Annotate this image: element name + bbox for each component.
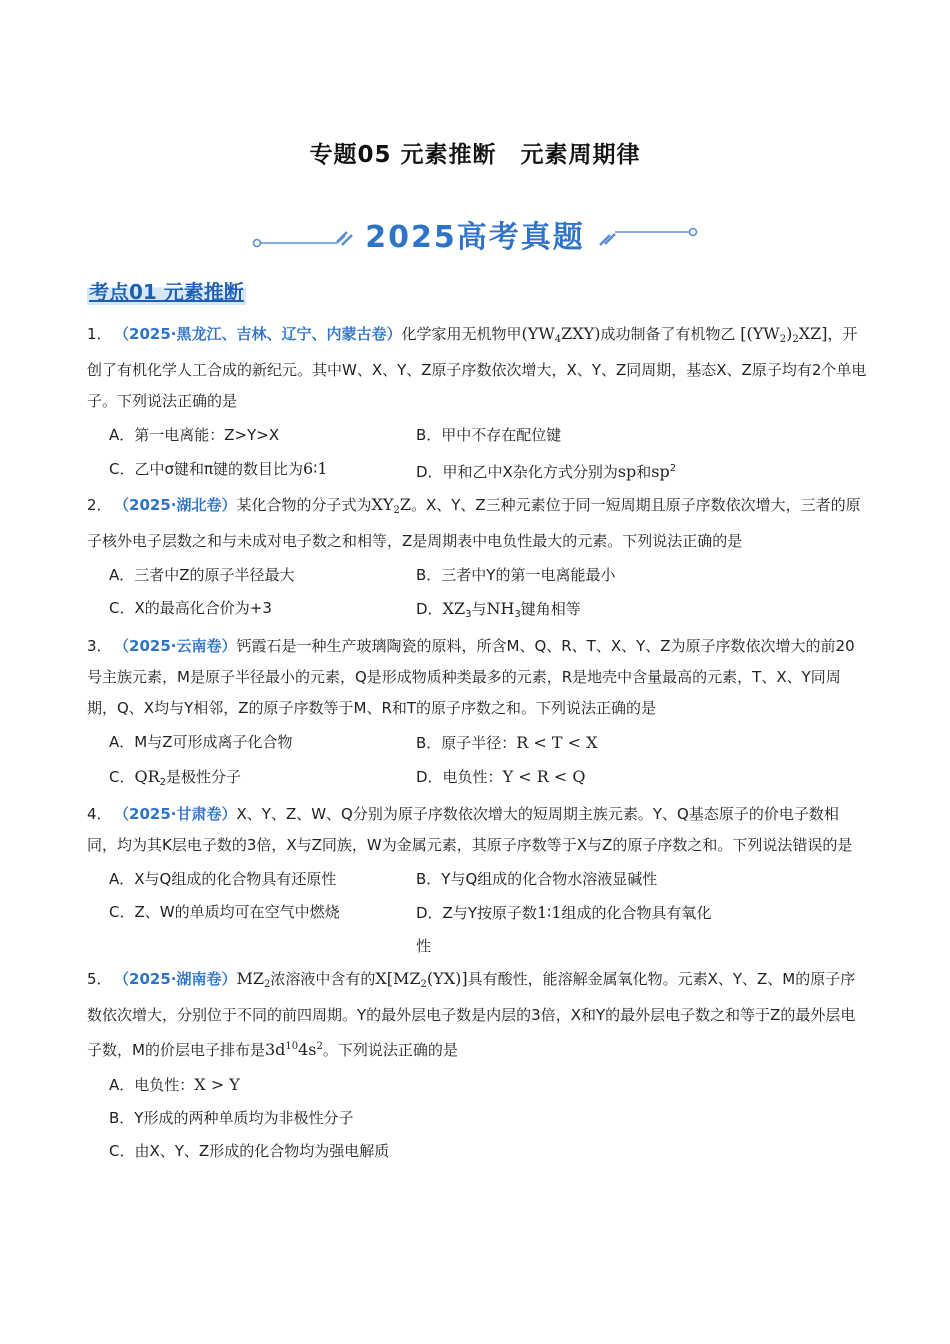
stem-text: 。X、Y、Z三种元素位于同一短周期且原子序数依次增大，三者的原子核外电子层数之和与未成对电子数之和相等，Z是周期表中电负性最大的元素。下列说法正确的是 — [87, 496, 861, 550]
options — [87, 1068, 867, 1168]
question-1 — [87, 318, 867, 489]
question-source: （2025·云南卷） — [121, 637, 237, 655]
option-d[interactable]: D．甲和乙中X杂化方式分别为sp和$sp^2$ — [416, 462, 677, 481]
formula: $MZ_2$ — [236, 969, 271, 990]
stem-text: X、Y、Z、W、Q分别为原子序数依次增大的短周期主族元素。Y、Q基态原子的价电子数相同，均为其K层电子数的3倍，X与Z同族，W为金属元素，其原子序数等于X与Z的原子序数之和。下列说法错误的是 — [87, 805, 853, 854]
stem-text: 钙霞石是一种生产玻璃陶瓷的原料，所含M、Q、R、T、X、Y、Z为原子序数依次增大的前20号主族元素，M是原子半径最小的元素，Q是形成物质种类最多的元素，R是地壳中含量最高的元素，T、X、Y同周期，Q、X均与Y相邻，Z的原子序数等于M、R和T的原子序数之和。下列说法正确的是 — [87, 637, 855, 717]
formula: $(YW_4ZXY)$ — [521, 324, 601, 345]
option-a[interactable]: A．X与Q组成的化合物具有还原性 — [109, 870, 337, 888]
option-c[interactable]: C．X的最高化合价为+3 — [109, 599, 272, 617]
stem-text: 化学家用无机物甲 — [401, 325, 522, 343]
question-number: 5． — [87, 970, 112, 988]
option-b[interactable]: B．三者中Y的第一电离能最小 — [416, 566, 616, 584]
stem-text: 浓溶液中含有的 — [270, 970, 376, 988]
stem-text: 具有酸性，能溶解金属氧化物。元素X、Y、Z、M的原子序数依次增大，分别位于不同的前四周期。Y的最外层电子数是内层的3倍，X和Y的最外层电子数之和等于Z的最外层电子数，M的价层电子排布是 — [87, 970, 856, 1059]
banner-title: 2025高考真题 — [365, 220, 585, 255]
question-number: 2． — [87, 496, 112, 514]
option-c[interactable]: C．乙中σ键和π键的数目比为6∶1 — [109, 459, 328, 478]
formula: $[(YW_2)_2XZ]$ — [740, 324, 828, 345]
question-3 — [87, 631, 867, 799]
question-4 — [87, 799, 867, 963]
options — [87, 726, 867, 799]
question-stem — [87, 489, 867, 557]
options — [87, 863, 867, 963]
option-b[interactable]: B．原子半径：R < T < X — [416, 733, 598, 752]
option-a[interactable]: A．M与Z可形成离子化合物 — [109, 733, 293, 751]
option-d[interactable]: D．电负性：Y < R < Q — [416, 767, 586, 786]
formula: $X[MZ_2(YX)]$ — [375, 969, 468, 990]
page-title: 专题05 元素推断 元素周期律 — [309, 142, 641, 168]
question-list — [87, 318, 867, 1168]
question-5 — [87, 963, 867, 1168]
option-a[interactable]: A．三者中Z的原子半径最大 — [109, 566, 295, 584]
question-number: 4． — [87, 805, 112, 823]
option-d[interactable]: D．Z与Y按原子数1∶1组成的化合物具有氧化性 — [416, 903, 712, 955]
option-c[interactable]: C．由X、Y、Z形成的化合物均为强电解质 — [109, 1142, 390, 1160]
formula: $3d^{10}4s^2$ — [264, 1040, 323, 1059]
banner — [245, 212, 705, 264]
question-source: （2025·湖南卷） — [121, 970, 237, 988]
section-title: 考点01 元素推断 — [87, 276, 246, 305]
option-c[interactable]: C．Z、W的单质均可在空气中燃烧 — [109, 903, 340, 921]
option-b[interactable]: B．甲中不存在配位键 — [416, 426, 562, 444]
formula: $XY_2Z$ — [371, 495, 411, 516]
question-number: 1． — [87, 325, 112, 343]
option-b[interactable]: B．Y与Q组成的化合物水溶液显碱性 — [416, 870, 658, 888]
option-c[interactable]: C．$QR_2$是极性分子 — [109, 767, 242, 788]
question-stem — [87, 799, 867, 861]
question-number: 3． — [87, 637, 112, 655]
question-source: （2025·湖北卷） — [121, 496, 237, 514]
question-2 — [87, 489, 867, 631]
options — [87, 419, 867, 489]
question-stem — [87, 963, 867, 1066]
question-stem — [87, 318, 867, 417]
stem-text: 某化合物的分子式为 — [236, 496, 372, 514]
question-source: （2025·甘肃卷） — [121, 805, 237, 823]
option-d[interactable]: D．$XZ_3$与$NH_3$键角相等 — [416, 599, 581, 620]
option-a[interactable]: A．第一电离能：Z>Y>X — [109, 426, 280, 444]
stem-text: ，开创了有机化学人工合成的新纪元。其中W、X、Y、Z原子序数依次增大，X、Y、Z同周期，基态X、Z原子均有2个单电子。下列说法正确的是 — [87, 325, 867, 410]
stem-text: 成功制备了有机物乙 — [600, 325, 736, 343]
option-b[interactable]: B．Y形成的两种单质均为非极性分子 — [109, 1109, 354, 1127]
stem-text: 。下列说法正确的是 — [322, 1041, 458, 1059]
options — [87, 559, 867, 631]
question-source: （2025·黑龙江、吉林、辽宁、内蒙古卷） — [121, 325, 402, 343]
question-stem — [87, 631, 867, 724]
option-a[interactable]: A．电负性：X > Y — [109, 1075, 240, 1094]
